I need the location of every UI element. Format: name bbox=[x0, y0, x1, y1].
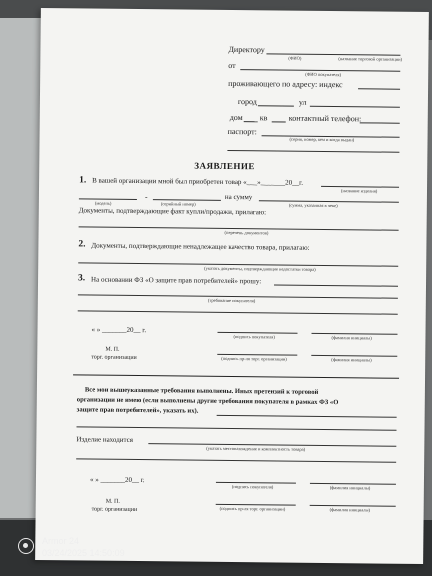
docs-text: Документы, подтверждающие факт купли/продажи, прилагаю: bbox=[78, 206, 267, 217]
section3-text: На основании ФЗ «О защите прав потребителей» прошу: bbox=[91, 275, 262, 286]
hint-location: (указать местонахождение и комплектность товара) bbox=[206, 445, 306, 452]
apt-label: кв bbox=[259, 113, 268, 123]
sum-label: на сумму bbox=[224, 192, 253, 202]
hint-section2: (указать документы, подтверждающие недостатки товара) bbox=[204, 265, 316, 272]
hint-product-name: (название изделия) bbox=[340, 188, 378, 194]
closing-extra-line bbox=[77, 426, 397, 430]
camera-model: Armor 24 bbox=[42, 536, 80, 546]
sign2-mp: М. П. bbox=[105, 498, 120, 505]
section2-text: Документы, подтверждающие ненадлежащее качество товара, прилагаю: bbox=[91, 241, 310, 252]
closing-line-2: организации не имею (если выполнены другие требования покупателя в рамках ФЗ «О bbox=[76, 396, 339, 407]
sign1-org: торг. организации bbox=[91, 354, 137, 362]
section2-number: 2. bbox=[78, 239, 86, 250]
director-line bbox=[266, 53, 400, 55]
city-line bbox=[258, 105, 294, 106]
hint-serial: (серийный номер) bbox=[160, 201, 196, 207]
hint-sign2-buyer-name: (фамилия инициалы) bbox=[329, 485, 371, 491]
house-label: дом bbox=[229, 112, 243, 123]
director-label: Директору bbox=[228, 44, 265, 55]
application-form-sheet bbox=[35, 8, 429, 564]
location-label: Изделие находится bbox=[76, 435, 134, 444]
sign1-date: « » _______20__ г. bbox=[91, 325, 147, 335]
hint-sign1-rep-name: (фамилия инициалы) bbox=[331, 357, 372, 363]
section-divider bbox=[73, 374, 399, 378]
index-line bbox=[358, 88, 400, 89]
closing-line-1: Все мои вышеуказанные требования выполнены. Иных претензий к торговой bbox=[84, 386, 319, 396]
camera-datetime: 03/24/2025 14:50:09 bbox=[42, 548, 125, 558]
passport-line-2 bbox=[227, 150, 399, 153]
hint-sign1-buyer-sign: (подпись покупателя) bbox=[233, 334, 275, 340]
section3-line-3 bbox=[78, 310, 398, 314]
address-label: проживающего по адресу: индекс bbox=[228, 78, 343, 90]
sign2-org: торг. организации bbox=[91, 506, 138, 514]
hint-fio-buyer: (ФИО покупателя) bbox=[305, 71, 342, 78]
hint-docs: (перечень документов) bbox=[224, 229, 269, 236]
passport-label: паспорт: bbox=[227, 126, 257, 137]
hint-sum: (сумма, указанная в чеке) bbox=[288, 202, 338, 209]
hint-sign1-rep-sign: (подпись пр-ля торг. организации) bbox=[221, 355, 287, 362]
section1-number: 1. bbox=[79, 175, 87, 186]
hint-model: (модель) bbox=[94, 200, 112, 206]
sign1-mp: М. П. bbox=[105, 346, 120, 353]
hint-org: (название торговой организации) bbox=[338, 56, 403, 62]
hint-sign2-rep-name: (фамилия инициалы) bbox=[329, 507, 371, 513]
hint-sign1-buyer-name: (фамилия инициалы) bbox=[331, 335, 372, 341]
phone-label: контактный телефон: bbox=[288, 113, 362, 124]
hint-passport: (серия, номер, кем и когда выдан) bbox=[289, 136, 355, 143]
street-label: ул bbox=[298, 97, 307, 107]
hint-section3: (требование покупателя) bbox=[207, 297, 256, 304]
phone-line bbox=[360, 122, 400, 123]
camera-watermark bbox=[42, 535, 125, 559]
street-line bbox=[310, 106, 400, 108]
location-line-2 bbox=[76, 458, 396, 462]
form-title: ЗАЯВЛЕНИЕ bbox=[194, 160, 255, 172]
house-line bbox=[244, 121, 258, 122]
from-label: от bbox=[228, 60, 236, 71]
hint-sign2-rep-sign: (подпись пр-ля торг. организации) bbox=[219, 505, 286, 512]
camera-lens-icon bbox=[18, 538, 34, 554]
section3-line-1 bbox=[274, 284, 398, 286]
section3-number: 3. bbox=[78, 273, 86, 284]
hint-sign2-buyer-sign: (подпись покупателя) bbox=[231, 484, 274, 490]
city-label: город bbox=[237, 97, 257, 107]
sign2-date: « » _______20__ г. bbox=[89, 475, 145, 485]
section1-dash: - bbox=[144, 192, 148, 202]
hint-fio: (ФИО) bbox=[288, 55, 302, 61]
apt-line bbox=[272, 121, 286, 122]
closing-line-fill bbox=[217, 415, 397, 418]
closing-line-3: защите прав потребителей», указать их). bbox=[76, 406, 199, 415]
section1-text: В вашей организации мной был приобретен товар «___»_______20__г. bbox=[92, 176, 304, 187]
